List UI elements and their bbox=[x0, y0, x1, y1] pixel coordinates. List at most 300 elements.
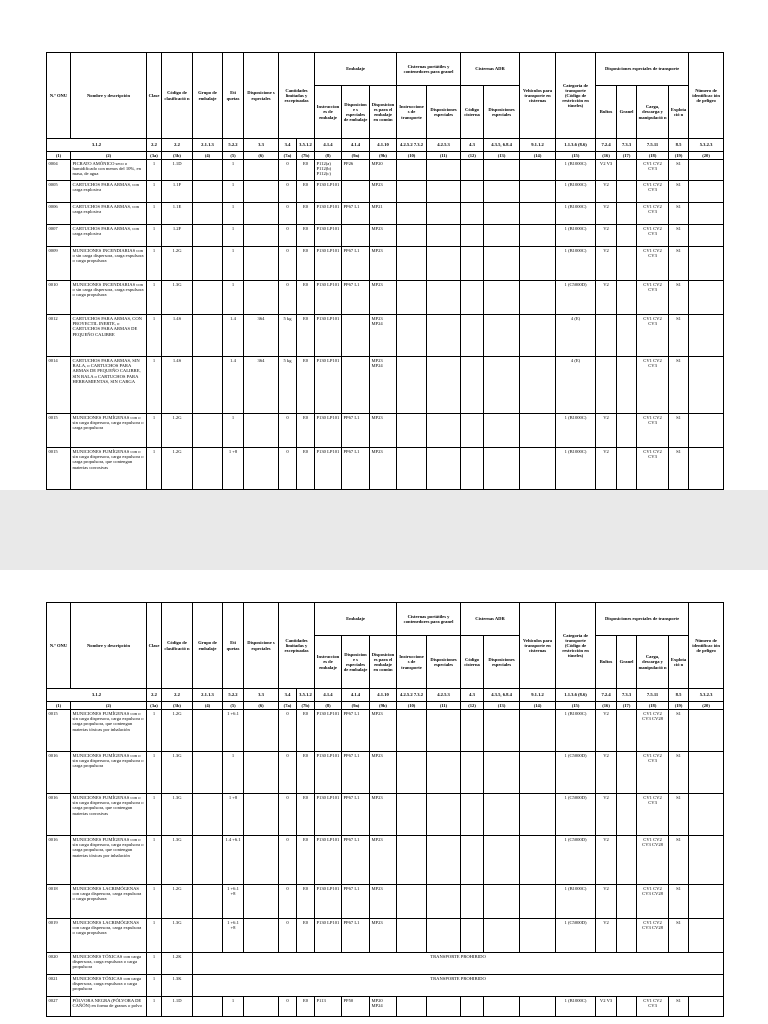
cell-c13 bbox=[484, 281, 520, 315]
cell-c13 bbox=[484, 710, 520, 752]
cell-clase: 1 bbox=[147, 225, 162, 247]
col-number: (8) bbox=[315, 702, 342, 710]
cell-disp bbox=[244, 752, 279, 794]
cell-clase: 1 bbox=[147, 203, 162, 225]
cell-c17 bbox=[617, 225, 637, 247]
cell-c14 bbox=[520, 315, 556, 357]
cell-c19: S1 bbox=[669, 448, 689, 490]
col-number: (9b) bbox=[370, 702, 397, 710]
cell-disp bbox=[244, 247, 279, 281]
table-row bbox=[47, 448, 724, 490]
cell-c18: CV1 CV2 CV3 bbox=[637, 752, 669, 794]
col-number: (18) bbox=[637, 152, 669, 160]
col-number: (16) bbox=[596, 702, 617, 710]
cell-c18: CV1 CV2 CV3 bbox=[637, 315, 669, 357]
cell-c17 bbox=[617, 752, 637, 794]
cell-grupo bbox=[193, 315, 223, 357]
col-number: (9a) bbox=[342, 152, 370, 160]
cell-cod: 1.2F bbox=[162, 225, 193, 247]
ref-cell: 3.1.2 bbox=[47, 139, 147, 152]
header-un-no: N.º ONU bbox=[47, 53, 71, 139]
cell-c8: P130 LP101 bbox=[315, 281, 342, 315]
cell-c14 bbox=[520, 836, 556, 885]
cell-c19: S1 bbox=[669, 836, 689, 885]
cell-un: 0019 bbox=[47, 919, 71, 953]
header-disp-especiales-embalaje: Disposicione s especiales de embalaje bbox=[342, 86, 370, 139]
cell-c9a: PP67 L1 bbox=[342, 247, 370, 281]
header-codigo: Código de clasificació n bbox=[162, 53, 193, 139]
table-row bbox=[47, 836, 724, 885]
cell-c9b: MP23 bbox=[370, 794, 397, 836]
table-row bbox=[47, 281, 724, 315]
cell-c16: V2 bbox=[596, 225, 617, 247]
cell-c8: P130 LP101 bbox=[315, 752, 342, 794]
cell-un: 0016 bbox=[47, 752, 71, 794]
cell-c17 bbox=[617, 315, 637, 357]
cell-c19: S1 bbox=[669, 225, 689, 247]
header-disp-especiales-embalaje: Disposicione s especiales de embalaje bbox=[342, 636, 370, 689]
cell-c11 bbox=[427, 885, 461, 919]
cell-c13 bbox=[484, 794, 520, 836]
cell-c7a: 0 bbox=[279, 160, 297, 181]
cell-c12 bbox=[461, 247, 484, 281]
cell-c11 bbox=[427, 710, 461, 752]
cell-c7b: E0 bbox=[297, 836, 315, 885]
cell-c7b: E0 bbox=[297, 448, 315, 490]
dangerous-goods-table bbox=[46, 602, 724, 1017]
cell-grupo bbox=[193, 414, 223, 448]
cell-c8: P130 LP101 bbox=[315, 357, 342, 414]
cell-grupo bbox=[193, 448, 223, 490]
header-instrucciones-embalaje: Instruccion es de embalaje bbox=[315, 86, 342, 139]
cell-cod: 1.3G bbox=[162, 281, 193, 315]
header-disposiciones: Disposicione s especiales bbox=[244, 53, 279, 139]
cell-c17 bbox=[617, 710, 637, 752]
table-row bbox=[47, 247, 724, 281]
cell-c9b: MP21 bbox=[370, 203, 397, 225]
ref-cell: 3.4 bbox=[279, 139, 297, 152]
col-number: (16) bbox=[596, 152, 617, 160]
cell-cat: 1 (C5000D) bbox=[556, 281, 596, 315]
cell-c10 bbox=[397, 997, 427, 1017]
cell-c11 bbox=[427, 919, 461, 953]
ref-cell: 3.3 bbox=[244, 139, 279, 152]
cell-c9b: MP23 bbox=[370, 225, 397, 247]
cell-un: 0021 bbox=[47, 975, 71, 997]
cell-c19: S1 bbox=[669, 247, 689, 281]
cell-c7b: E0 bbox=[297, 414, 315, 448]
cell-c12 bbox=[461, 794, 484, 836]
cell-c20 bbox=[689, 225, 724, 247]
cell-c10 bbox=[397, 203, 427, 225]
cell-c13 bbox=[484, 448, 520, 490]
cell-c13 bbox=[484, 357, 520, 414]
cell-c9a: PP67 L1 bbox=[342, 836, 370, 885]
cell-clase: 1 bbox=[147, 357, 162, 414]
transport-prohibited-cell: TRANSPORTE PROHIBIDO bbox=[193, 975, 724, 997]
cell-c12 bbox=[461, 919, 484, 953]
cell-c18: CV1 CV2 CV3 bbox=[637, 247, 669, 281]
cell-clase: 1 bbox=[147, 919, 162, 953]
col-number: (6) bbox=[244, 702, 279, 710]
cell-name: MUNICIONES TÓXICAS con carga dispersora, carga expulsora o carga propulsora bbox=[71, 953, 147, 975]
cell-c9a: PP26 bbox=[342, 160, 370, 181]
cell-c17 bbox=[617, 794, 637, 836]
ref-cell: 7.5.11 bbox=[637, 139, 669, 152]
col-number: (10) bbox=[397, 702, 427, 710]
cell-c8: P130 LP101 bbox=[315, 794, 342, 836]
col-number: (7b) bbox=[297, 152, 315, 160]
cell-c19: S1 bbox=[669, 357, 689, 414]
header-disp-especiales-cisterna: Disposiciones especiales bbox=[484, 636, 520, 689]
cell-etiq: 1 +6.1 bbox=[223, 710, 244, 752]
cell-c12 bbox=[461, 836, 484, 885]
cell-c9b: MP23 bbox=[370, 414, 397, 448]
cell-cat: 1 (B1000C) bbox=[556, 203, 596, 225]
cell-un: 0016 bbox=[47, 794, 71, 836]
cell-c7a: 0 bbox=[279, 203, 297, 225]
cell-cod: 1.2G bbox=[162, 448, 193, 490]
col-number: (9a) bbox=[342, 702, 370, 710]
table-row bbox=[47, 919, 724, 953]
cell-c19: S1 bbox=[669, 414, 689, 448]
cell-c7b: E0 bbox=[297, 225, 315, 247]
cell-name: MUNICIONES LACRIMÓGENAS con carga dispersora, carga expulsora o carga propulsora bbox=[71, 885, 147, 919]
ref-cell: 4.2.5.3 bbox=[427, 139, 461, 152]
table-row bbox=[47, 181, 724, 203]
cell-c7a: 0 bbox=[279, 794, 297, 836]
header-embalaje: Embalaje bbox=[315, 603, 397, 636]
cell-c9b: MP20 MP24 bbox=[370, 997, 397, 1017]
table-row bbox=[47, 953, 724, 975]
cell-c20 bbox=[689, 247, 724, 281]
cell-c14 bbox=[520, 448, 556, 490]
cell-c12 bbox=[461, 160, 484, 181]
cell-c10 bbox=[397, 448, 427, 490]
ref-cell: 1.1.3.6 (8.6) bbox=[556, 689, 596, 702]
cell-un: 0009 bbox=[47, 247, 71, 281]
cell-c9a bbox=[342, 225, 370, 247]
cell-c10 bbox=[397, 752, 427, 794]
col-number: (4) bbox=[193, 702, 223, 710]
cell-c16: V2 V3 bbox=[596, 160, 617, 181]
cell-c20 bbox=[689, 160, 724, 181]
cell-un: 0018 bbox=[47, 885, 71, 919]
cell-clase: 1 bbox=[147, 885, 162, 919]
cell-c7a: 0 bbox=[279, 448, 297, 490]
cell-c13 bbox=[484, 836, 520, 885]
cell-disp bbox=[244, 448, 279, 490]
cell-etiq: 1 +8 bbox=[223, 794, 244, 836]
cell-c8: P130 LP101 bbox=[315, 225, 342, 247]
header-codigo: Código de clasificació n bbox=[162, 603, 193, 689]
ref-cell: 5.3.2.3 bbox=[689, 689, 724, 702]
cell-name: MUNICIONES TÓXICAS con carga dispersora, carga expulsora o carga propulsora bbox=[71, 975, 147, 997]
cell-cat: 1 (B1000C) bbox=[556, 997, 596, 1017]
col-number: (20) bbox=[689, 702, 724, 710]
cell-c7a: 5 kg bbox=[279, 315, 297, 357]
cell-c7a: 0 bbox=[279, 247, 297, 281]
cell-c19: S1 bbox=[669, 794, 689, 836]
cell-c20 bbox=[689, 181, 724, 203]
header-etiquetas: Eti quetas bbox=[223, 603, 244, 689]
cell-c9a: PP67 L1 bbox=[342, 885, 370, 919]
cell-c17 bbox=[617, 281, 637, 315]
cell-clase: 1 bbox=[147, 710, 162, 752]
cell-c13 bbox=[484, 247, 520, 281]
cell-un: 0016 bbox=[47, 836, 71, 885]
cell-c9a: PP67 L1 bbox=[342, 448, 370, 490]
cell-grupo bbox=[193, 919, 223, 953]
cell-c7b: E0 bbox=[297, 997, 315, 1017]
cell-c7b: E0 bbox=[297, 315, 315, 357]
header-etiquetas: Eti quetas bbox=[223, 53, 244, 139]
cell-c7b: E0 bbox=[297, 885, 315, 919]
cell-name: MUNICIONES FUMÍGENAS con o sin carga dispersora, carga expulsora o carga propulsora bbox=[71, 752, 147, 794]
cell-c11 bbox=[427, 357, 461, 414]
cell-cat: 1 (B1000C) bbox=[556, 181, 596, 203]
cell-c17 bbox=[617, 836, 637, 885]
ref-cell: 4.3.5, 6.8.4 bbox=[484, 139, 520, 152]
ref-cell: 2.1.1.3 bbox=[193, 689, 223, 702]
ref-cell: 5.2.2 bbox=[223, 689, 244, 702]
cell-c12 bbox=[461, 752, 484, 794]
ref-cell: 4.1.4 bbox=[342, 139, 370, 152]
cell-c19: S1 bbox=[669, 710, 689, 752]
cell-c10 bbox=[397, 919, 427, 953]
cell-c17 bbox=[617, 357, 637, 414]
cell-c9a: PP67 L1 bbox=[342, 794, 370, 836]
header-clase: Clase bbox=[147, 603, 162, 689]
cell-c10 bbox=[397, 794, 427, 836]
cell-c11 bbox=[427, 794, 461, 836]
header-cantidades: Cantidades limitadas y exceptuadas bbox=[279, 53, 315, 139]
cell-grupo bbox=[193, 997, 223, 1017]
cell-c14 bbox=[520, 885, 556, 919]
cell-name: MUNICIONES FUMÍGENAS con o sin carga dispersora, carga expulsora o carga propulsora, que contengan materias corrosivas bbox=[71, 794, 147, 836]
cell-c12 bbox=[461, 225, 484, 247]
cell-c13 bbox=[484, 919, 520, 953]
cell-c20 bbox=[689, 836, 724, 885]
header-disp-especiales: Disposiciones especiales bbox=[427, 636, 461, 689]
col-number: (15) bbox=[556, 702, 596, 710]
cell-c13 bbox=[484, 752, 520, 794]
header-name: Nombre y descripción bbox=[71, 603, 147, 689]
cell-etiq: 1 bbox=[223, 181, 244, 203]
cell-c9b: MP23 bbox=[370, 919, 397, 953]
ref-cell: 4.2.5.2 7.3.2 bbox=[397, 139, 427, 152]
col-number: (3b) bbox=[162, 152, 193, 160]
cell-c20 bbox=[689, 710, 724, 752]
cell-c19: S1 bbox=[669, 752, 689, 794]
cell-etiq: 1 +8 bbox=[223, 448, 244, 490]
col-number: (3b) bbox=[162, 702, 193, 710]
cell-c19: S1 bbox=[669, 160, 689, 181]
cell-c20 bbox=[689, 752, 724, 794]
cell-c9a: PP67 L1 bbox=[342, 281, 370, 315]
cell-clase: 1 bbox=[147, 247, 162, 281]
col-number: (20) bbox=[689, 152, 724, 160]
cell-cod: 1.3K bbox=[162, 975, 193, 997]
transport-prohibited-cell: TRANSPORTE PROHIBIDO bbox=[193, 953, 724, 975]
cell-grupo bbox=[193, 160, 223, 181]
cell-c9b: MP23 bbox=[370, 710, 397, 752]
col-number: (3a) bbox=[147, 702, 162, 710]
ref-cell: 3.3 bbox=[244, 689, 279, 702]
cell-c16: V2 bbox=[596, 281, 617, 315]
cell-grupo bbox=[193, 181, 223, 203]
cell-c7a: 0 bbox=[279, 997, 297, 1017]
cell-clase: 1 bbox=[147, 975, 162, 997]
cell-c18: CV1 CV2 CV3 bbox=[637, 281, 669, 315]
cell-cat: 1 (B1000C) bbox=[556, 160, 596, 181]
cell-disp bbox=[244, 414, 279, 448]
cell-c16 bbox=[596, 315, 617, 357]
cell-cat: 1 (C5000D) bbox=[556, 794, 596, 836]
cell-c17 bbox=[617, 181, 637, 203]
cell-c9b: MP23 bbox=[370, 885, 397, 919]
cell-cod: 1.3G bbox=[162, 794, 193, 836]
cell-c7b: E0 bbox=[297, 181, 315, 203]
header-vehiculos: Vehículos para transporte en cisternas bbox=[520, 53, 556, 139]
cell-c17 bbox=[617, 203, 637, 225]
cell-c14 bbox=[520, 247, 556, 281]
cell-un: 0010 bbox=[47, 281, 71, 315]
cell-c10 bbox=[397, 357, 427, 414]
col-number: (11) bbox=[427, 702, 461, 710]
cell-c16: V2 bbox=[596, 247, 617, 281]
cell-c18: CV1 CV2 CV3 bbox=[637, 997, 669, 1017]
ref-cell: 7.3.3 bbox=[617, 689, 637, 702]
cell-c11 bbox=[427, 414, 461, 448]
col-number: (7a) bbox=[279, 152, 297, 160]
cell-c11 bbox=[427, 160, 461, 181]
ref-cell: 4.1.4 bbox=[315, 139, 342, 152]
document-page-1 bbox=[0, 0, 768, 490]
cell-c12 bbox=[461, 710, 484, 752]
cell-un: 0006 bbox=[47, 203, 71, 225]
cell-etiq: 1 bbox=[223, 414, 244, 448]
cell-cat: 4 (E) bbox=[556, 357, 596, 414]
cell-c19: S1 bbox=[669, 315, 689, 357]
cell-disp bbox=[244, 885, 279, 919]
cell-c7b: E0 bbox=[297, 281, 315, 315]
cell-c9b: MP23 bbox=[370, 181, 397, 203]
header-carga: Carga, descarga y manipulació n bbox=[637, 86, 669, 139]
cell-c7b: E0 bbox=[297, 794, 315, 836]
ref-cell: 2.2 bbox=[162, 689, 193, 702]
cell-c8: P113 bbox=[315, 997, 342, 1017]
cell-c16: V2 bbox=[596, 710, 617, 752]
cell-un: 0014 bbox=[47, 357, 71, 414]
cell-c16 bbox=[596, 357, 617, 414]
col-number: (2) bbox=[71, 152, 147, 160]
ref-cell: 4.1.4 bbox=[315, 689, 342, 702]
cell-c20 bbox=[689, 997, 724, 1017]
cell-name: MUNICIONES FUMÍGENAS con o sin carga dispersora, carga expulsora o carga propulsora bbox=[71, 414, 147, 448]
cell-c10 bbox=[397, 414, 427, 448]
cell-clase: 1 bbox=[147, 181, 162, 203]
ref-cell: 7.2.4 bbox=[596, 139, 617, 152]
cell-etiq: 1 bbox=[223, 281, 244, 315]
cell-grupo bbox=[193, 357, 223, 414]
cell-cod: 1.3G bbox=[162, 919, 193, 953]
col-number: (19) bbox=[669, 152, 689, 160]
cell-c12 bbox=[461, 181, 484, 203]
cell-c16: V2 bbox=[596, 836, 617, 885]
table-row bbox=[47, 997, 724, 1017]
cell-c16: V2 bbox=[596, 752, 617, 794]
cell-c16: V2 bbox=[596, 919, 617, 953]
col-number: (9b) bbox=[370, 152, 397, 160]
cell-disp bbox=[244, 281, 279, 315]
cell-c7a: 0 bbox=[279, 710, 297, 752]
cell-cat: 1 (B1000C) bbox=[556, 225, 596, 247]
cell-cod: 1.1D bbox=[162, 997, 193, 1017]
cell-c17 bbox=[617, 919, 637, 953]
ref-cell: 5.3.2.3 bbox=[689, 139, 724, 152]
cell-c7b: E0 bbox=[297, 247, 315, 281]
cell-clase: 1 bbox=[147, 315, 162, 357]
col-number: (5) bbox=[223, 152, 244, 160]
cell-disp bbox=[244, 203, 279, 225]
cell-c17 bbox=[617, 885, 637, 919]
cell-c9b: MP23 bbox=[370, 247, 397, 281]
col-number: (4) bbox=[193, 152, 223, 160]
cell-etiq: 1 bbox=[223, 752, 244, 794]
cell-c9b: MP23 bbox=[370, 836, 397, 885]
cell-c12 bbox=[461, 997, 484, 1017]
header-numero-peligro: Número de identificac ión de peligro bbox=[689, 53, 724, 139]
cell-c19: S1 bbox=[669, 281, 689, 315]
cell-c8: P130 LP101 bbox=[315, 836, 342, 885]
cell-c18: CV1 CV2 CV3 bbox=[637, 225, 669, 247]
ref-cell: 7.3.3 bbox=[617, 139, 637, 152]
cell-c9a: PP67 L1 bbox=[342, 203, 370, 225]
col-number: (8) bbox=[315, 152, 342, 160]
cell-c13 bbox=[484, 315, 520, 357]
ref-cell: 8.5 bbox=[669, 139, 689, 152]
ref-cell: 3.5.1.2 bbox=[297, 139, 315, 152]
cell-c20 bbox=[689, 919, 724, 953]
ref-cell: 4.3 bbox=[461, 689, 484, 702]
cell-c18: CV1 CV2 CV3 bbox=[637, 794, 669, 836]
cell-un: 0004 bbox=[47, 160, 71, 181]
header-codigo-cisterna: Código cisterna bbox=[461, 86, 484, 139]
cell-c7a: 0 bbox=[279, 281, 297, 315]
ref-cell: 4.3 bbox=[461, 139, 484, 152]
cell-c11 bbox=[427, 997, 461, 1017]
cell-cat: 1 (B1000C) bbox=[556, 710, 596, 752]
cell-c11 bbox=[427, 181, 461, 203]
cell-cat: 1 (C5000D) bbox=[556, 919, 596, 953]
cell-un: 0027 bbox=[47, 997, 71, 1017]
cell-name: MUNICIONES FUMÍGENAS con o sin carga dispersora, carga expulsora o carga propulsora, que contengan materias tóxicas por inhalación bbox=[71, 836, 147, 885]
cell-etiq: 1 bbox=[223, 247, 244, 281]
col-number: (14) bbox=[520, 702, 556, 710]
cell-disp: 364 bbox=[244, 315, 279, 357]
ref-cell: 3.1.2 bbox=[47, 689, 147, 702]
cell-c18: CV1 CV2 CV3 CV28 bbox=[637, 710, 669, 752]
cell-c16: V2 bbox=[596, 203, 617, 225]
cell-c7b: E0 bbox=[297, 357, 315, 414]
cell-c8: P130 LP101 bbox=[315, 203, 342, 225]
cell-c13 bbox=[484, 997, 520, 1017]
cell-c20 bbox=[689, 448, 724, 490]
header-embalaje: Embalaje bbox=[315, 53, 397, 86]
cell-grupo bbox=[193, 247, 223, 281]
col-number: (2) bbox=[71, 702, 147, 710]
